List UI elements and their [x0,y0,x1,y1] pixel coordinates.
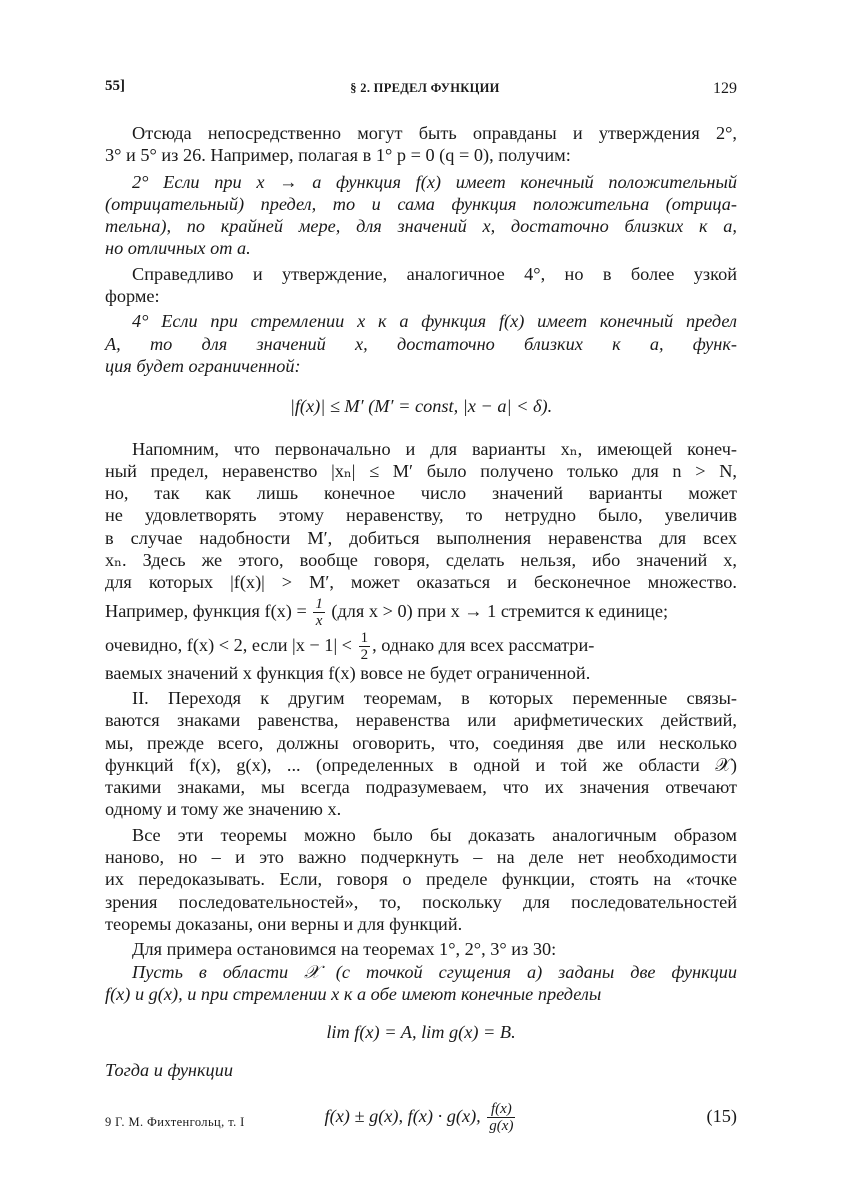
theorem-line: тельна), по крайней мере, для значений x, достаточно близких к a, [105,216,737,237]
text-line: ваются знаками равенства, неравенства или арифметических действий, [105,710,737,731]
fraction-numerator: 1 [315,595,323,612]
fraction-denominator: 2 [360,646,369,663]
formula-bounded: |f(x)| ≤ M′ (M′ = const, |x − a| < δ). [289,396,553,417]
theorem-line: (отрицательный) предел, то и сама функция положительна (отрица- [105,193,737,214]
signature-footer: 9 Г. М. Фихтенгольц, т. I [105,1115,245,1129]
text-line: одному и тому же значению x. [105,799,342,820]
theorem-line: ция будет ограниченной: [105,355,301,376]
text-line: ный предел, неравенство |xₙ| ≤ M′ было получено только для n > N, [105,460,737,481]
text-line: xₙ. Здесь же этого, вообще говоря, сделать нельзя, ибо значений x, [105,550,737,571]
section-number: 55] [105,78,125,94]
formula-expression: f(x) ± g(x), f(x) · g(x), [324,1105,486,1126]
example-text: , однако для всех рассматри- [372,634,595,655]
theorem-line: но отличных от a. [105,238,251,259]
text-line: Все эти теоремы можно было бы доказать аналогичным образом [132,824,737,845]
text-line: такими знаками, мы всегда подразумеваем, что их значения отвечают [105,777,737,798]
theorem-line: Пусть в области 𝒳 (с точкой сгущения a) заданы две функции [132,961,737,982]
text-line: форме: [105,286,160,307]
fraction-numerator: 1 [360,629,369,646]
fraction-denominator: g(x) [489,1117,514,1134]
fraction [313,596,325,629]
running-head: § 2. ПРЕДЕЛ ФУНКЦИИ [350,81,500,95]
text-line: Отсюда непосредственно могут быть оправданы и утверждения 2°, [132,123,737,143]
text-line: наново, но – и это важно подчеркнуть – на деле нет необходимости [105,847,737,868]
text-line: в случае надобности M′, добиться выполнения неравенства для всех [105,527,737,548]
example-text: очевидно, f(x) < 2, если |x − 1| < [105,634,357,655]
text-line: ваемых значений x функция f(x) вовсе не будет ограниченной. [105,662,591,683]
theorem-line: 4° Если при стремлении x к a функция f(x) имеет конечный предел [132,311,737,332]
text-line: зрения последовательностей», то, поскольку для последовательностей [105,891,737,912]
fraction [359,630,371,663]
formula-limits: lim f(x) = A, lim g(x) = B. [326,1022,516,1043]
text-line: но, так как лишь конечное число значений варианты может [105,483,737,504]
text-line: теоремы доказаны, они верны и для функций. [105,913,463,934]
theorem-line: f(x) и g(x), и при стремлении x к a обе имеют конечные пределы [105,983,602,1004]
example-line [105,628,737,662]
text-line: Для примера остановимся на теоремах 1°, 2°, 3° из 30: [132,939,557,960]
text-line: их передоказывать. Если, говоря о пределе функции, стоять на «точке [105,869,737,890]
example-text: (для x > 0) при x → 1 стремится к единице; [326,600,669,621]
text-line: для которых |f(x)| > M′, может оказаться и бесконечное множество. [105,572,737,593]
text-line: не удовлетворять этому неравенству, то нетрудно было, увеличив [105,505,737,526]
example-text: Например, функция f(x) = [105,600,312,621]
fraction-denominator: x [315,612,323,629]
theorem-line: Тогда и функции [105,1060,233,1081]
fraction [487,1101,515,1134]
example-line [105,594,737,628]
page-number: 129 [713,80,737,97]
fraction-numerator: f(x) [487,1101,515,1118]
text-line: функций f(x), g(x), ... (определенных в одной и той же области 𝒳) [105,754,737,775]
text-line: Напомним, что первоначально и для варианты xₙ, имеющей конеч- [132,438,737,459]
text-line: 3° и 5° из 26. Например, полагая в 1° p = 0 (q = 0), получим: [105,145,571,166]
page-body [105,122,737,1136]
text-line: Справедливо и утверждение, аналогичное 4°, но в более узкой [132,263,737,284]
theorem-line: 2° Если при x → a функция f(x) имеет конечный положительный [132,171,737,192]
equation-number: (15) [706,1105,737,1126]
text-line: мы, прежде всего, должны оговорить, что, соединяя две или несколько [105,732,737,753]
theorem-line: A, то для значений x, достаточно близких к a, функ- [105,333,737,354]
text-line: II. Переходя к другим теоремам, в которых переменные связы- [132,687,737,708]
